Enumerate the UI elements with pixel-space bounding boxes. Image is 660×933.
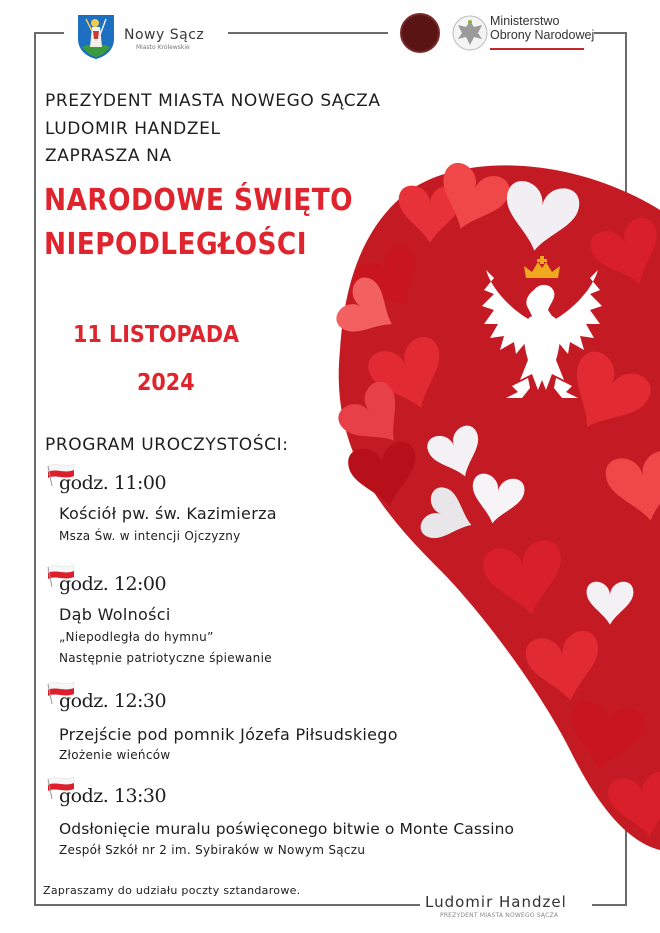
frame-bottom-left	[34, 904, 420, 906]
ministry-name	[490, 14, 594, 42]
frame-bottom-right	[592, 904, 627, 906]
ministry-underline	[490, 48, 584, 50]
event-detail: Msza Św. w intencji Ojczyzny	[59, 529, 241, 543]
event-time: godz. 12:00	[59, 573, 167, 595]
club-emblem-icon	[400, 13, 440, 53]
ministry-name-line1: Ministerstwo	[490, 14, 560, 28]
frame-top-right	[594, 32, 627, 34]
signature-name: Ludomir Handzel	[425, 893, 567, 911]
event-title-line-2: NIEPODLEGŁOŚCI	[44, 227, 308, 262]
city-name: Nowy Sącz	[124, 27, 205, 43]
event-detail: „Niepodległa do hymnu”	[59, 630, 214, 644]
event-time: godz. 12:30	[59, 690, 167, 712]
event-title-line-1: NARODOWE ŚWIĘTO	[44, 183, 354, 218]
intro-text	[45, 88, 381, 171]
event-location: Kościół pw. św. Kazimierza	[59, 504, 277, 523]
event-location: Dąb Wolności	[59, 605, 171, 624]
intro-line-1: PREZYDENT MIASTA NOWEGO SĄCZA	[45, 91, 381, 111]
event-detail: Zespół Szkół nr 2 im. Sybiraków w Nowym Sączu	[59, 843, 366, 857]
event-year: 2024	[137, 370, 195, 396]
event-detail: Następnie patriotyczne śpiewanie	[59, 651, 272, 665]
crest-icon	[76, 13, 116, 59]
event-date: 11 LISTOPADA	[73, 322, 240, 348]
ministry-name-line2: Obrony Narodowej	[490, 28, 595, 42]
frame-top-middle	[228, 32, 388, 34]
frame-left	[34, 32, 36, 905]
event-time: godz. 11:00	[59, 472, 167, 494]
intro-line-3: ZAPRASZA NA	[45, 146, 172, 166]
signature-title: PREZYDENT MIASTA NOWEGO SĄCZA	[440, 912, 559, 919]
city-logo	[76, 13, 204, 59]
heart-icon	[332, 159, 660, 850]
frame-top-left	[34, 32, 64, 34]
program-heading: PROGRAM UROCZYSTOŚCI:	[45, 435, 289, 455]
hearts-artwork	[320, 150, 660, 850]
event-location: Odsłonięcie muralu poświęconego bitwie o Monte Cassino	[59, 820, 515, 838]
city-subtitle: Miasto Królewskie	[136, 44, 190, 51]
eagle-emblem-icon	[452, 13, 488, 53]
event-detail: Złożenie wieńców	[59, 748, 171, 762]
event-location: Przejście pod pomnik Józefa Piłsudskiego	[59, 725, 398, 744]
intro-line-2: LUDOMIR HANDZEL	[45, 118, 221, 139]
event-title	[44, 179, 353, 267]
footer-note: Zapraszamy do udziału poczty sztandarowe.	[43, 884, 301, 897]
event-time: godz. 13:30	[59, 785, 167, 807]
